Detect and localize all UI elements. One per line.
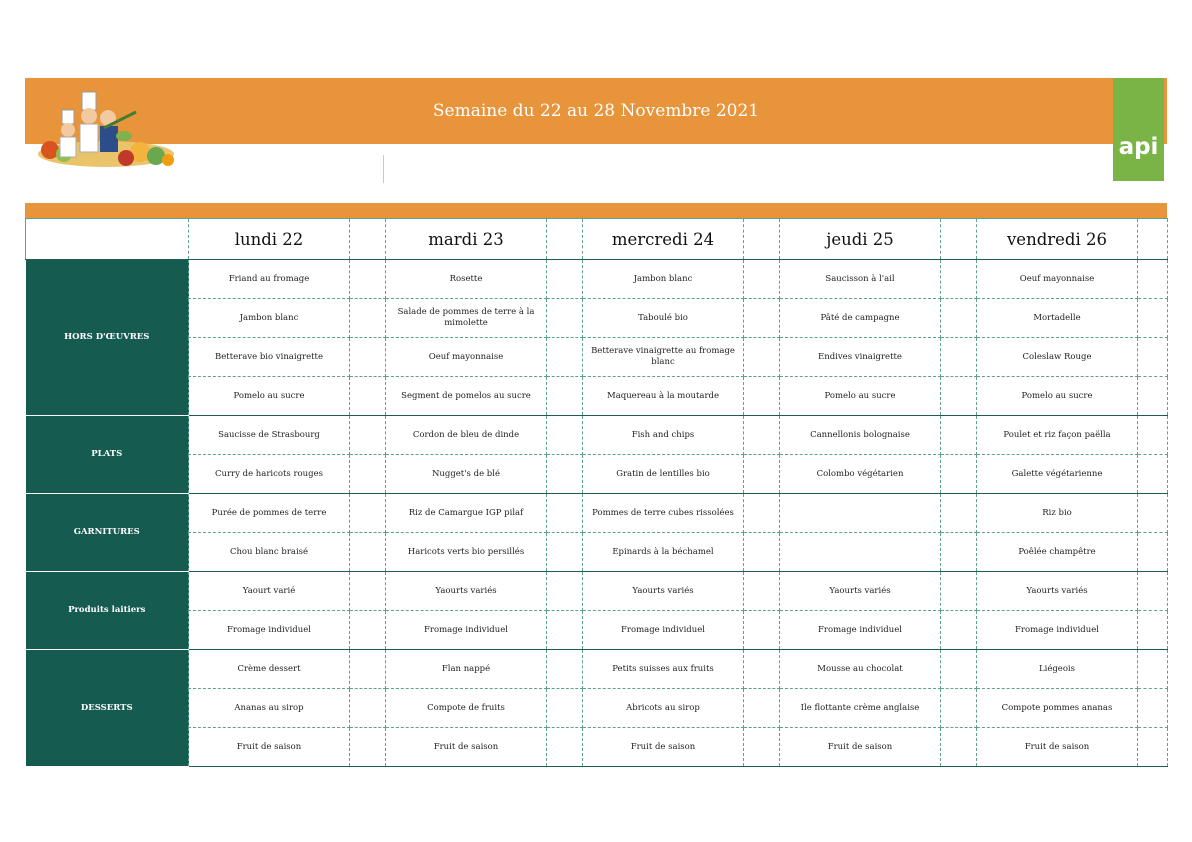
- menu-table: [25, 218, 1168, 767]
- spacer-cell: [547, 533, 583, 572]
- spacer-cell: [547, 611, 583, 650]
- spacer-cell: [941, 494, 977, 533]
- category-label: Produits laitiers: [26, 572, 189, 650]
- spacer-cell: [941, 572, 977, 611]
- spacer-cell: [941, 416, 977, 455]
- spacer-cell: [350, 377, 386, 416]
- spacer-cell: [350, 338, 386, 377]
- menu-item: Colombo végétarien: [780, 455, 941, 494]
- menu-row: [26, 455, 1168, 494]
- spacer-cell: [941, 650, 977, 689]
- menu-item: Mousse au chocolat: [780, 650, 941, 689]
- spacer-cell: [547, 219, 583, 260]
- spacer-cell: [1138, 299, 1168, 338]
- spacer-cell: [941, 533, 977, 572]
- spacer-cell: [350, 260, 386, 299]
- spacer-cell: [744, 494, 780, 533]
- spacer-cell: [1138, 650, 1168, 689]
- menu-item: Riz bio: [977, 494, 1138, 533]
- spacer-cell: [744, 455, 780, 494]
- menu-item: Fromage individuel: [189, 611, 350, 650]
- menu-item: Riz de Camargue IGP pilaf: [386, 494, 547, 533]
- spacer-cell: [350, 219, 386, 260]
- menu-item: Cordon de bleu de dinde: [386, 416, 547, 455]
- menu-item: Saucisson à l'ail: [780, 260, 941, 299]
- spacer-cell: [744, 650, 780, 689]
- spacer-cell: [744, 377, 780, 416]
- week-title: Semaine du 22 au 28 Novembre 2021: [432, 101, 760, 121]
- menu-row: [26, 299, 1168, 338]
- menu-item: Yaourts variés: [780, 572, 941, 611]
- menu-item: Betterave bio vinaigrette: [189, 338, 350, 377]
- chefs-illustration: [36, 88, 174, 168]
- spacer-cell: [350, 299, 386, 338]
- spacer-cell: [1138, 728, 1168, 767]
- logo-text: api: [1118, 133, 1159, 160]
- menu-item: [780, 533, 941, 572]
- spacer-cell: [350, 650, 386, 689]
- spacer-cell: [744, 689, 780, 728]
- menu-item: Fruit de saison: [386, 728, 547, 767]
- day-header: vendredi 26: [977, 219, 1138, 260]
- menu-row: [26, 416, 1168, 455]
- spacer-cell: [941, 689, 977, 728]
- menu-row: [26, 611, 1168, 650]
- menu-item: Galette végétarienne: [977, 455, 1138, 494]
- spacer-cell: [1138, 572, 1168, 611]
- category-label: PLATS: [26, 416, 189, 494]
- spacer-cell: [547, 416, 583, 455]
- category-label: GARNITURES: [26, 494, 189, 572]
- menu-item: Fromage individuel: [386, 611, 547, 650]
- spacer-cell: [941, 377, 977, 416]
- menu-row: [26, 494, 1168, 533]
- category-label: HORS D'ŒUVRES: [26, 260, 189, 416]
- menu-item: Segment de pomelos au sucre: [386, 377, 547, 416]
- menu-item: Chou blanc braisé: [189, 533, 350, 572]
- menu-item: Coleslaw Rouge: [977, 338, 1138, 377]
- spacer-cell: [1138, 455, 1168, 494]
- menu-item: Yaourts variés: [386, 572, 547, 611]
- spacer-cell: [744, 299, 780, 338]
- menu-item: Liégeois: [977, 650, 1138, 689]
- menu-item: Ile flottante crème anglaise: [780, 689, 941, 728]
- menu-item: Oeuf mayonnaise: [977, 260, 1138, 299]
- spacer-cell: [547, 260, 583, 299]
- spacer-cell: [1138, 494, 1168, 533]
- day-header: mardi 23: [386, 219, 547, 260]
- spacer-cell: [744, 728, 780, 767]
- menu-item: Flan nappé: [386, 650, 547, 689]
- spacer-cell: [941, 260, 977, 299]
- spacer-cell: [1138, 533, 1168, 572]
- spacer-cell: [350, 611, 386, 650]
- spacer-cell: [547, 299, 583, 338]
- menu-item: Fruit de saison: [189, 728, 350, 767]
- spacer-cell: [941, 219, 977, 260]
- menu-row: [26, 377, 1168, 416]
- menu-item: Endives vinaigrette: [780, 338, 941, 377]
- spacer-cell: [547, 338, 583, 377]
- menu-item: Fromage individuel: [977, 611, 1138, 650]
- spacer-cell: [941, 611, 977, 650]
- spacer-cell: [1138, 377, 1168, 416]
- spacer-cell: [744, 416, 780, 455]
- category-label: DESSERTS: [26, 650, 189, 767]
- menu-item: Compote de fruits: [386, 689, 547, 728]
- spacer-cell: [350, 689, 386, 728]
- menu-item: Fruit de saison: [780, 728, 941, 767]
- menu-item: Betterave vinaigrette au fromage blanc: [583, 338, 744, 377]
- spacer-cell: [547, 728, 583, 767]
- menu-item: Rosette: [386, 260, 547, 299]
- day-header-row: [26, 219, 1168, 260]
- menu-item: Cannellonis bolognaise: [780, 416, 941, 455]
- spacer-cell: [547, 494, 583, 533]
- spacer-cell: [1138, 689, 1168, 728]
- menu-item: Pâté de campagne: [780, 299, 941, 338]
- menu-item: Fish and chips: [583, 416, 744, 455]
- menu-item: Crème dessert: [189, 650, 350, 689]
- menu-item: Abricots au sirop: [583, 689, 744, 728]
- menu-item: Maquereau à la moutarde: [583, 377, 744, 416]
- spacer-cell: [547, 377, 583, 416]
- spacer-cell: [350, 455, 386, 494]
- menu-item: Petits suisses aux fruits: [583, 650, 744, 689]
- menu-item: Fromage individuel: [583, 611, 744, 650]
- menu-item: Fruit de saison: [583, 728, 744, 767]
- spacer-cell: [1138, 416, 1168, 455]
- spacer-cell: [350, 494, 386, 533]
- menu-item: Saucisse de Strasbourg: [189, 416, 350, 455]
- spacer-cell: [744, 611, 780, 650]
- menu-item: Ananas au sirop: [189, 689, 350, 728]
- menu-item: Oeuf mayonnaise: [386, 338, 547, 377]
- menu-item: Pomelo au sucre: [977, 377, 1138, 416]
- menu-item: Yaourts variés: [583, 572, 744, 611]
- menu-row: [26, 338, 1168, 377]
- menu-item: Pomelo au sucre: [189, 377, 350, 416]
- spacer-cell: [941, 728, 977, 767]
- menu-item: Mortadelle: [977, 299, 1138, 338]
- day-header: mercredi 24: [583, 219, 744, 260]
- menu-item: Jambon blanc: [583, 260, 744, 299]
- menu-row: [26, 533, 1168, 572]
- spacer-cell: [350, 533, 386, 572]
- menu-row: [26, 689, 1168, 728]
- menu-item: Nugget's de blé: [386, 455, 547, 494]
- spacer-cell: [350, 416, 386, 455]
- menu-item: Jambon blanc: [189, 299, 350, 338]
- menu-row: [26, 650, 1168, 689]
- day-header: lundi 22: [189, 219, 350, 260]
- menu-item: Gratin de lentilles bio: [583, 455, 744, 494]
- header-corner: [26, 219, 189, 260]
- menu-item: Friand au fromage: [189, 260, 350, 299]
- spacer-cell: [547, 572, 583, 611]
- menu-item: Yaourts variés: [977, 572, 1138, 611]
- spacer-cell: [744, 572, 780, 611]
- spacer-cell: [744, 219, 780, 260]
- spacer-cell: [350, 572, 386, 611]
- spacer-cell: [941, 455, 977, 494]
- spacer-cell: [1138, 260, 1168, 299]
- menu-item: Pommes de terre cubes rissolées: [583, 494, 744, 533]
- menu-item: Purée de pommes de terre: [189, 494, 350, 533]
- spacer-cell: [744, 338, 780, 377]
- menu-item: Fruit de saison: [977, 728, 1138, 767]
- spacer-cell: [744, 533, 780, 572]
- spacer-cell: [547, 455, 583, 494]
- orange-divider-bar: [25, 203, 1167, 218]
- menu-item: Poulet et riz façon paëlla: [977, 416, 1138, 455]
- spacer-cell: [547, 650, 583, 689]
- menu-item: Salade de pommes de terre à la mimolette: [386, 299, 547, 338]
- menu-item: Curry de haricots rouges: [189, 455, 350, 494]
- menu-item: Compote pommes ananas: [977, 689, 1138, 728]
- divider-mark: [383, 155, 384, 183]
- api-logo: [1113, 78, 1164, 181]
- spacer-cell: [941, 299, 977, 338]
- spacer-cell: [744, 260, 780, 299]
- spacer-cell: [1138, 611, 1168, 650]
- menu-row: [26, 260, 1168, 299]
- menu-item: Yaourt varié: [189, 572, 350, 611]
- menu-item: Taboulé bio: [583, 299, 744, 338]
- spacer-cell: [1138, 338, 1168, 377]
- menu-item: Poêlée champêtre: [977, 533, 1138, 572]
- menu-item: Fromage individuel: [780, 611, 941, 650]
- menu-item: [780, 494, 941, 533]
- spacer-cell: [547, 689, 583, 728]
- menu-row: [26, 728, 1168, 767]
- menu-item: Epinards à la béchamel: [583, 533, 744, 572]
- spacer-cell: [941, 338, 977, 377]
- menu-item: Pomelo au sucre: [780, 377, 941, 416]
- menu-item: Haricots verts bio persillés: [386, 533, 547, 572]
- spacer-cell: [350, 728, 386, 767]
- day-header: jeudi 25: [780, 219, 941, 260]
- menu-row: [26, 572, 1168, 611]
- spacer-cell: [1138, 219, 1168, 260]
